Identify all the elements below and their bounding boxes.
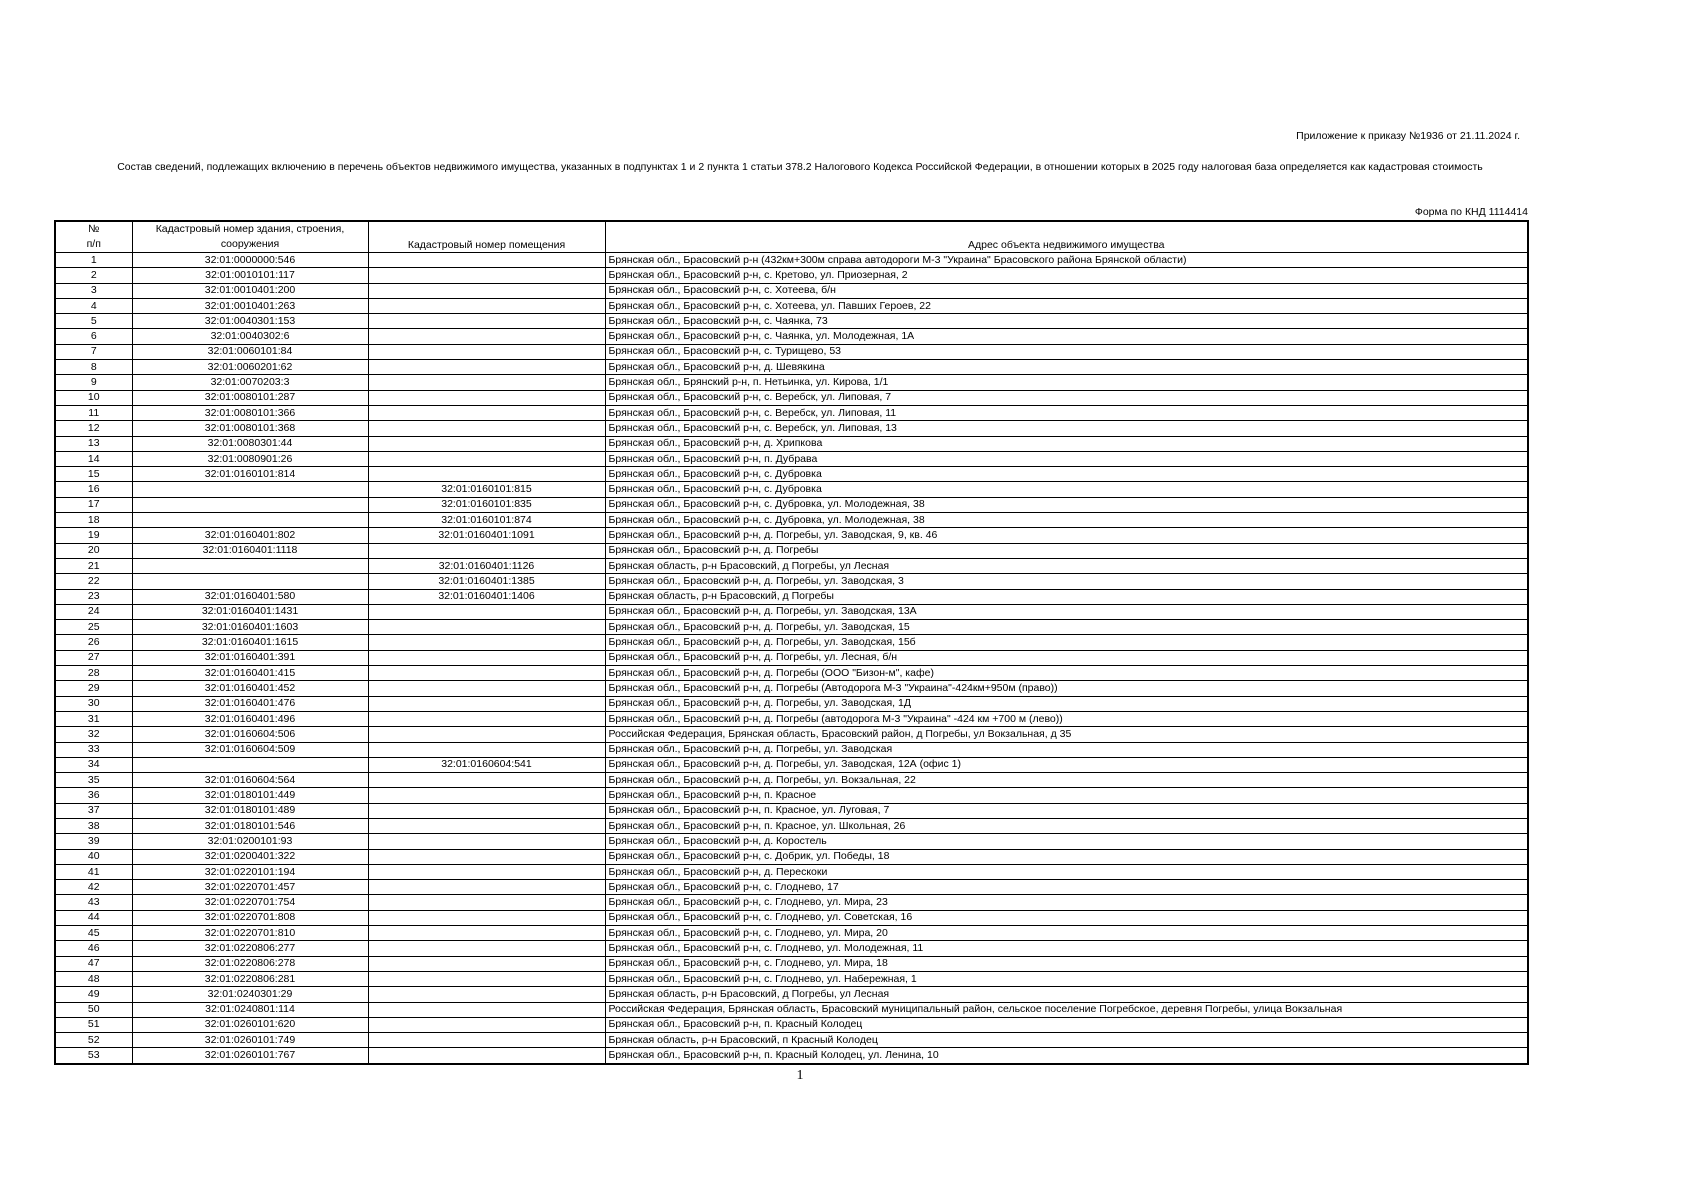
object-address: Брянская обл., Брасовский р-н, п. Красное, ул. Луговая, 7 xyxy=(605,803,1528,818)
premises-cadastral-number xyxy=(368,283,605,298)
row-number: 1 xyxy=(55,253,132,268)
row-number: 17 xyxy=(55,497,132,512)
object-address: Брянская обл., Брасовский р-н, д. Погребы (ООО "Бизон-м", кафе) xyxy=(605,666,1528,681)
building-cadastral-number: 32:01:0240301:29 xyxy=(132,987,368,1002)
row-number: 48 xyxy=(55,971,132,986)
object-address: Брянская область, р-н Брасовский, д Погребы xyxy=(605,589,1528,604)
building-cadastral-number: 32:01:0180101:449 xyxy=(132,788,368,803)
object-address: Брянская обл., Брасовский р-н, д. Шевякина xyxy=(605,360,1528,375)
table-header-row xyxy=(55,221,1528,253)
building-cadastral-number: 32:01:0060101:84 xyxy=(132,344,368,359)
table-row xyxy=(55,1033,1528,1048)
premises-cadastral-number xyxy=(368,895,605,910)
table-row xyxy=(55,528,1528,543)
building-cadastral-number: 32:01:0160401:496 xyxy=(132,711,368,726)
building-cadastral-number: 32:01:0240801:114 xyxy=(132,1002,368,1017)
document-title: Состав сведений, подлежащих включению в перечень объектов недвижимого имущества, указанных в подпунктах 1 и 2 пункта 1 статьи 378.2 Налогового Кодекса Российской Федерации, в отношении которых в 2025 году налоговая база определяется как кадастровая стоимость xyxy=(117,161,1483,173)
row-number: 51 xyxy=(55,1017,132,1032)
row-number: 6 xyxy=(55,329,132,344)
table-row xyxy=(55,941,1528,956)
object-address: Российская Федерация, Брянская область, Брасовский муниципальный район, сельское поселение Погребское, деревня Погребы, улица Вокзальная xyxy=(605,1002,1528,1017)
object-address: Брянская обл., Брасовский р-н, с. Глоднево, ул. Молодежная, 11 xyxy=(605,941,1528,956)
row-number: 52 xyxy=(55,1033,132,1048)
row-number: 26 xyxy=(55,635,132,650)
building-cadastral-number: 32:01:0220101:194 xyxy=(132,864,368,879)
building-cadastral-number xyxy=(132,482,368,497)
building-cadastral-number: 32:01:0220701:457 xyxy=(132,880,368,895)
row-number: 42 xyxy=(55,880,132,895)
row-number: 20 xyxy=(55,543,132,558)
object-address: Брянская область, р-н Брасовский, д Погребы, ул Лесная xyxy=(605,987,1528,1002)
row-number: 7 xyxy=(55,344,132,359)
object-address: Брянская обл., Брасовский р-н, с. Хотеева, ул. Павших Героев, 22 xyxy=(605,298,1528,313)
row-number: 31 xyxy=(55,711,132,726)
table-row xyxy=(55,589,1528,604)
row-number: 22 xyxy=(55,574,132,589)
row-number: 18 xyxy=(55,513,132,528)
premises-cadastral-number: 32:01:0160101:835 xyxy=(368,497,605,512)
object-address: Брянская обл., Брасовский р-н, с. Дубровка xyxy=(605,482,1528,497)
object-address: Брянская обл., Брасовский р-н, с. Глоднево, ул. Мира, 20 xyxy=(605,926,1528,941)
object-address: Брянская обл., Брасовский р-н, д. Погребы, ул. Заводская, 13А xyxy=(605,604,1528,619)
object-address: Брянская обл., Брасовский р-н, п. Красное xyxy=(605,788,1528,803)
building-cadastral-number: 32:01:0220806:277 xyxy=(132,941,368,956)
object-address: Брянская обл., Брасовский р-н, с. Глоднево, 17 xyxy=(605,880,1528,895)
table-row xyxy=(55,956,1528,971)
building-cadastral-number: 32:01:0080101:366 xyxy=(132,405,368,420)
building-cadastral-number: 32:01:0160401:580 xyxy=(132,589,368,604)
appendix-note: Приложение к приказу №1936 от 21.11.2024 г. xyxy=(1296,130,1520,142)
object-address: Брянская обл., Брасовский р-н, д. Погребы (автодорога М-3 "Украина" -424 км +700 м (лево)) xyxy=(605,711,1528,726)
page-number: 1 xyxy=(796,1068,804,1083)
building-cadastral-number: 32:01:0160604:506 xyxy=(132,727,368,742)
row-number: 34 xyxy=(55,757,132,772)
building-cadastral-number: 32:01:0160401:1118 xyxy=(132,543,368,558)
premises-cadastral-number xyxy=(368,1048,605,1064)
building-cadastral-number: 32:01:0220701:808 xyxy=(132,910,368,925)
column-header-building-cadastral: Кадастровый номер здания, строения, сооружения xyxy=(132,221,368,253)
table-row xyxy=(55,421,1528,436)
premises-cadastral-number xyxy=(368,742,605,757)
object-address: Брянская обл., Брасовский р-н, д. Погребы, ул. Заводская, 1Д xyxy=(605,696,1528,711)
building-cadastral-number: 32:01:0060201:62 xyxy=(132,360,368,375)
column-header-number: № п/п xyxy=(55,221,132,253)
table-row xyxy=(55,574,1528,589)
object-address: Брянская обл., Брасовский р-н, с. Глоднево, ул. Мира, 23 xyxy=(605,895,1528,910)
row-number: 8 xyxy=(55,360,132,375)
premises-cadastral-number xyxy=(368,971,605,986)
building-cadastral-number: 32:01:0220701:754 xyxy=(132,895,368,910)
premises-cadastral-number xyxy=(368,268,605,283)
table-row xyxy=(55,910,1528,925)
table-row xyxy=(55,757,1528,772)
building-cadastral-number: 32:01:0200101:93 xyxy=(132,834,368,849)
row-number: 14 xyxy=(55,451,132,466)
table-row xyxy=(55,604,1528,619)
table-row xyxy=(55,1048,1528,1064)
premises-cadastral-number xyxy=(368,880,605,895)
premises-cadastral-number xyxy=(368,849,605,864)
table-row xyxy=(55,314,1528,329)
building-cadastral-number: 32:01:0080101:287 xyxy=(132,390,368,405)
premises-cadastral-number xyxy=(368,253,605,268)
building-cadastral-number: 32:01:0220806:281 xyxy=(132,971,368,986)
table-row xyxy=(55,971,1528,986)
object-address: Брянская обл., Брасовский р-н, с. Дубровка xyxy=(605,467,1528,482)
object-address: Брянская обл., Брасовский р-н, п. Дубрава xyxy=(605,451,1528,466)
building-cadastral-number: 32:01:0260101:767 xyxy=(132,1048,368,1064)
row-number: 50 xyxy=(55,1002,132,1017)
table-row xyxy=(55,666,1528,681)
building-cadastral-number: 32:01:0180101:489 xyxy=(132,803,368,818)
object-address: Брянская обл., Брасовский р-н, д. Перескоки xyxy=(605,864,1528,879)
premises-cadastral-number xyxy=(368,773,605,788)
row-number: 29 xyxy=(55,681,132,696)
object-address: Брянская обл., Брасовский р-н, с. Глоднево, ул. Мира, 18 xyxy=(605,956,1528,971)
building-cadastral-number: 32:01:0160401:1431 xyxy=(132,604,368,619)
table-row xyxy=(55,497,1528,512)
table-row xyxy=(55,375,1528,390)
row-number: 4 xyxy=(55,298,132,313)
table-row xyxy=(55,482,1528,497)
row-number: 53 xyxy=(55,1048,132,1064)
object-address: Брянская обл., Брасовский р-н, д. Погребы, ул. Заводская, 15б xyxy=(605,635,1528,650)
table-row xyxy=(55,1017,1528,1032)
object-address: Брянская обл., Брасовский р-н, с. Глоднево, ул. Советская, 16 xyxy=(605,910,1528,925)
building-cadastral-number: 32:01:0160401:476 xyxy=(132,696,368,711)
object-address: Брянская обл., Брасовский р-н, д. Погребы, ул. Вокзальная, 22 xyxy=(605,773,1528,788)
object-address: Брянская обл., Брасовский р-н, с. Хотеева, б/н xyxy=(605,283,1528,298)
building-cadastral-number: 32:01:0200401:322 xyxy=(132,849,368,864)
table-row xyxy=(55,742,1528,757)
premises-cadastral-number xyxy=(368,910,605,925)
premises-cadastral-number xyxy=(368,864,605,879)
premises-cadastral-number xyxy=(368,390,605,405)
premises-cadastral-number: 32:01:0160604:541 xyxy=(368,757,605,772)
premises-cadastral-number xyxy=(368,344,605,359)
table-row xyxy=(55,849,1528,864)
premises-cadastral-number xyxy=(368,727,605,742)
table-row xyxy=(55,696,1528,711)
object-address: Брянская обл., Брасовский р-н, д. Погребы, ул. Заводская, 3 xyxy=(605,574,1528,589)
row-number: 9 xyxy=(55,375,132,390)
object-address: Брянская обл., Брасовский р-н, с. Чаянка, ул. Молодежная, 1А xyxy=(605,329,1528,344)
building-cadastral-number: 32:01:0220701:810 xyxy=(132,926,368,941)
table-row xyxy=(55,436,1528,451)
premises-cadastral-number xyxy=(368,604,605,619)
table-body xyxy=(55,253,1528,1064)
premises-cadastral-number xyxy=(368,451,605,466)
building-cadastral-number: 32:01:0160101:814 xyxy=(132,467,368,482)
table-row xyxy=(55,283,1528,298)
building-cadastral-number: 32:01:0180101:546 xyxy=(132,818,368,833)
object-address: Брянская обл., Брасовский р-н, с. Глоднево, ул. Набережная, 1 xyxy=(605,971,1528,986)
table-row xyxy=(55,405,1528,420)
premises-cadastral-number xyxy=(368,421,605,436)
table-row xyxy=(55,834,1528,849)
table-row xyxy=(55,344,1528,359)
table-row xyxy=(55,1002,1528,1017)
premises-cadastral-number xyxy=(368,666,605,681)
object-address: Брянская обл., Брасовский р-н, д. Погребы, ул. Лесная, б/н xyxy=(605,650,1528,665)
building-cadastral-number: 32:01:0010101:117 xyxy=(132,268,368,283)
table-row xyxy=(55,635,1528,650)
building-cadastral-number: 32:01:0080901:26 xyxy=(132,451,368,466)
building-cadastral-number: 32:01:0000000:546 xyxy=(132,253,368,268)
building-cadastral-number: 32:01:0040302:6 xyxy=(132,329,368,344)
table-row xyxy=(55,253,1528,268)
building-cadastral-number: 32:01:0160401:1615 xyxy=(132,635,368,650)
object-address: Брянская обл., Брасовский р-н, д. Погребы, ул. Заводская, 15 xyxy=(605,620,1528,635)
object-address: Брянская обл., Брасовский р-н, с. Веребск, ул. Липовая, 7 xyxy=(605,390,1528,405)
row-number: 28 xyxy=(55,666,132,681)
object-address: Брянская обл., Брасовский р-н, с. Турищево, 53 xyxy=(605,344,1528,359)
table-row xyxy=(55,895,1528,910)
row-number: 3 xyxy=(55,283,132,298)
premises-cadastral-number xyxy=(368,360,605,375)
premises-cadastral-number: 32:01:0160401:1406 xyxy=(368,589,605,604)
premises-cadastral-number xyxy=(368,803,605,818)
premises-cadastral-number xyxy=(368,1002,605,1017)
row-number: 19 xyxy=(55,528,132,543)
column-header-premises-cadastral: Кадастровый номер помещения xyxy=(368,221,605,253)
object-address: Брянская обл., Брянский р-н, п. Нетьинка, ул. Кирова, 1/1 xyxy=(605,375,1528,390)
table-row xyxy=(55,864,1528,879)
object-address: Брянская область, р-н Брасовский, д Погребы, ул Лесная xyxy=(605,558,1528,573)
row-number: 35 xyxy=(55,773,132,788)
table-row xyxy=(55,329,1528,344)
row-number: 36 xyxy=(55,788,132,803)
premises-cadastral-number xyxy=(368,681,605,696)
building-cadastral-number: 32:01:0160604:509 xyxy=(132,742,368,757)
table-row xyxy=(55,681,1528,696)
premises-cadastral-number xyxy=(368,1033,605,1048)
row-number: 11 xyxy=(55,405,132,420)
table-row xyxy=(55,880,1528,895)
row-number: 43 xyxy=(55,895,132,910)
row-number: 24 xyxy=(55,604,132,619)
building-cadastral-number: 32:01:0160401:802 xyxy=(132,528,368,543)
premises-cadastral-number xyxy=(368,329,605,344)
table-row xyxy=(55,298,1528,313)
row-number: 13 xyxy=(55,436,132,451)
row-number: 25 xyxy=(55,620,132,635)
premises-cadastral-number xyxy=(368,467,605,482)
row-number: 10 xyxy=(55,390,132,405)
table-row xyxy=(55,543,1528,558)
premises-cadastral-number xyxy=(368,543,605,558)
premises-cadastral-number xyxy=(368,987,605,1002)
table-row xyxy=(55,268,1528,283)
row-number: 2 xyxy=(55,268,132,283)
row-number: 33 xyxy=(55,742,132,757)
row-number: 49 xyxy=(55,987,132,1002)
building-cadastral-number: 32:01:0160401:1603 xyxy=(132,620,368,635)
table-row xyxy=(55,390,1528,405)
table-row xyxy=(55,818,1528,833)
object-address: Брянская обл., Брасовский р-н, с. Добрик, ул. Победы, 18 xyxy=(605,849,1528,864)
object-address: Брянская обл., Брасовский р-н, д. Погребы xyxy=(605,543,1528,558)
column-header-address: Адрес объекта недвижимого имущества xyxy=(605,221,1528,253)
premises-cadastral-number xyxy=(368,834,605,849)
object-address: Брянская обл., Брасовский р-н, с. Веребск, ул. Липовая, 11 xyxy=(605,405,1528,420)
building-cadastral-number: 32:01:0080101:368 xyxy=(132,421,368,436)
premises-cadastral-number xyxy=(368,635,605,650)
table-row xyxy=(55,360,1528,375)
table-row xyxy=(55,620,1528,635)
row-number: 27 xyxy=(55,650,132,665)
row-number: 5 xyxy=(55,314,132,329)
object-address: Брянская обл., Брасовский р-н, д. Погребы, ул. Заводская xyxy=(605,742,1528,757)
object-address: Брянская обл., Брасовский р-н (432км+300м справа автодороги М-3 "Украина" Брасовского района Брянской области) xyxy=(605,253,1528,268)
object-address: Брянская обл., Брасовский р-н, с. Дубровка, ул. Молодежная, 38 xyxy=(605,497,1528,512)
building-cadastral-number: 32:01:0010401:200 xyxy=(132,283,368,298)
object-address: Брянская обл., Брасовский р-н, с. Дубровка, ул. Молодежная, 38 xyxy=(605,513,1528,528)
object-address: Брянская обл., Брасовский р-н, д. Хрипкова xyxy=(605,436,1528,451)
table-row xyxy=(55,773,1528,788)
building-cadastral-number: 32:01:0160401:391 xyxy=(132,650,368,665)
row-number: 30 xyxy=(55,696,132,711)
premises-cadastral-number xyxy=(368,375,605,390)
building-cadastral-number xyxy=(132,757,368,772)
building-cadastral-number xyxy=(132,574,368,589)
premises-cadastral-number xyxy=(368,650,605,665)
building-cadastral-number: 32:01:0160401:452 xyxy=(132,681,368,696)
building-cadastral-number: 32:01:0220806:278 xyxy=(132,956,368,971)
table-row xyxy=(55,788,1528,803)
premises-cadastral-number: 32:01:0160101:874 xyxy=(368,513,605,528)
premises-cadastral-number xyxy=(368,926,605,941)
premises-cadastral-number xyxy=(368,620,605,635)
object-address: Брянская обл., Брасовский р-н, д. Коростель xyxy=(605,834,1528,849)
row-number: 12 xyxy=(55,421,132,436)
building-cadastral-number: 32:01:0160604:564 xyxy=(132,773,368,788)
building-cadastral-number: 32:01:0260101:620 xyxy=(132,1017,368,1032)
table-row xyxy=(55,987,1528,1002)
premises-cadastral-number xyxy=(368,298,605,313)
object-address: Брянская обл., Брасовский р-н, с. Чаянка, 73 xyxy=(605,314,1528,329)
table-row xyxy=(55,467,1528,482)
table-row xyxy=(55,727,1528,742)
row-number: 45 xyxy=(55,926,132,941)
building-cadastral-number: 32:01:0010401:263 xyxy=(132,298,368,313)
premises-cadastral-number xyxy=(368,314,605,329)
row-number: 41 xyxy=(55,864,132,879)
object-address: Брянская обл., Брасовский р-н, д. Погребы (Автодорога М-3 "Украина"-424км+950м (право)) xyxy=(605,681,1528,696)
premises-cadastral-number: 32:01:0160101:815 xyxy=(368,482,605,497)
premises-cadastral-number xyxy=(368,941,605,956)
object-address: Брянская обл., Брасовский р-н, д. Погребы, ул. Заводская, 12А (офис 1) xyxy=(605,757,1528,772)
object-address: Брянская обл., Брасовский р-н, п. Красный Колодец, ул. Ленина, 10 xyxy=(605,1048,1528,1064)
row-number: 47 xyxy=(55,956,132,971)
table-row xyxy=(55,558,1528,573)
object-address: Российская Федерация, Брянская область, Брасовский район, д Погребы, ул Вокзальная, д 35 xyxy=(605,727,1528,742)
row-number: 46 xyxy=(55,941,132,956)
premises-cadastral-number: 32:01:0160401:1385 xyxy=(368,574,605,589)
building-cadastral-number: 32:01:0080301:44 xyxy=(132,436,368,451)
object-address: Брянская обл., Брасовский р-н, п. Красное, ул. Школьная, 26 xyxy=(605,818,1528,833)
row-number: 15 xyxy=(55,467,132,482)
premises-cadastral-number: 32:01:0160401:1091 xyxy=(368,528,605,543)
form-code: Форма по КНД 1114414 xyxy=(1414,206,1528,218)
building-cadastral-number: 32:01:0070203:3 xyxy=(132,375,368,390)
table-row xyxy=(55,926,1528,941)
row-number: 16 xyxy=(55,482,132,497)
premises-cadastral-number: 32:01:0160401:1126 xyxy=(368,558,605,573)
object-address: Брянская обл., Брасовский р-н, д. Погребы, ул. Заводская, 9, кв. 46 xyxy=(605,528,1528,543)
premises-cadastral-number xyxy=(368,788,605,803)
row-number: 37 xyxy=(55,803,132,818)
table-row xyxy=(55,513,1528,528)
object-address: Брянская область, р-н Брасовский, п Красный Колодец xyxy=(605,1033,1528,1048)
table-row xyxy=(55,451,1528,466)
row-number: 40 xyxy=(55,849,132,864)
building-cadastral-number: 32:01:0160401:415 xyxy=(132,666,368,681)
table-row xyxy=(55,711,1528,726)
row-number: 44 xyxy=(55,910,132,925)
premises-cadastral-number xyxy=(368,436,605,451)
row-number: 32 xyxy=(55,727,132,742)
row-number: 39 xyxy=(55,834,132,849)
building-cadastral-number xyxy=(132,558,368,573)
object-address: Брянская обл., Брасовский р-н, с. Веребск, ул. Липовая, 13 xyxy=(605,421,1528,436)
premises-cadastral-number xyxy=(368,818,605,833)
building-cadastral-number xyxy=(132,497,368,512)
table-row xyxy=(55,803,1528,818)
building-cadastral-number xyxy=(132,513,368,528)
object-address: Брянская обл., Брасовский р-н, п. Красный Колодец xyxy=(605,1017,1528,1032)
building-cadastral-number: 32:01:0040301:153 xyxy=(132,314,368,329)
premises-cadastral-number xyxy=(368,1017,605,1032)
table-row xyxy=(55,650,1528,665)
building-cadastral-number: 32:01:0260101:749 xyxy=(132,1033,368,1048)
row-number: 21 xyxy=(55,558,132,573)
row-number: 23 xyxy=(55,589,132,604)
property-table xyxy=(54,220,1529,1065)
premises-cadastral-number xyxy=(368,405,605,420)
premises-cadastral-number xyxy=(368,711,605,726)
premises-cadastral-number xyxy=(368,696,605,711)
row-number: 38 xyxy=(55,818,132,833)
premises-cadastral-number xyxy=(368,956,605,971)
object-address: Брянская обл., Брасовский р-н, с. Кретово, ул. Приозерная, 2 xyxy=(605,268,1528,283)
